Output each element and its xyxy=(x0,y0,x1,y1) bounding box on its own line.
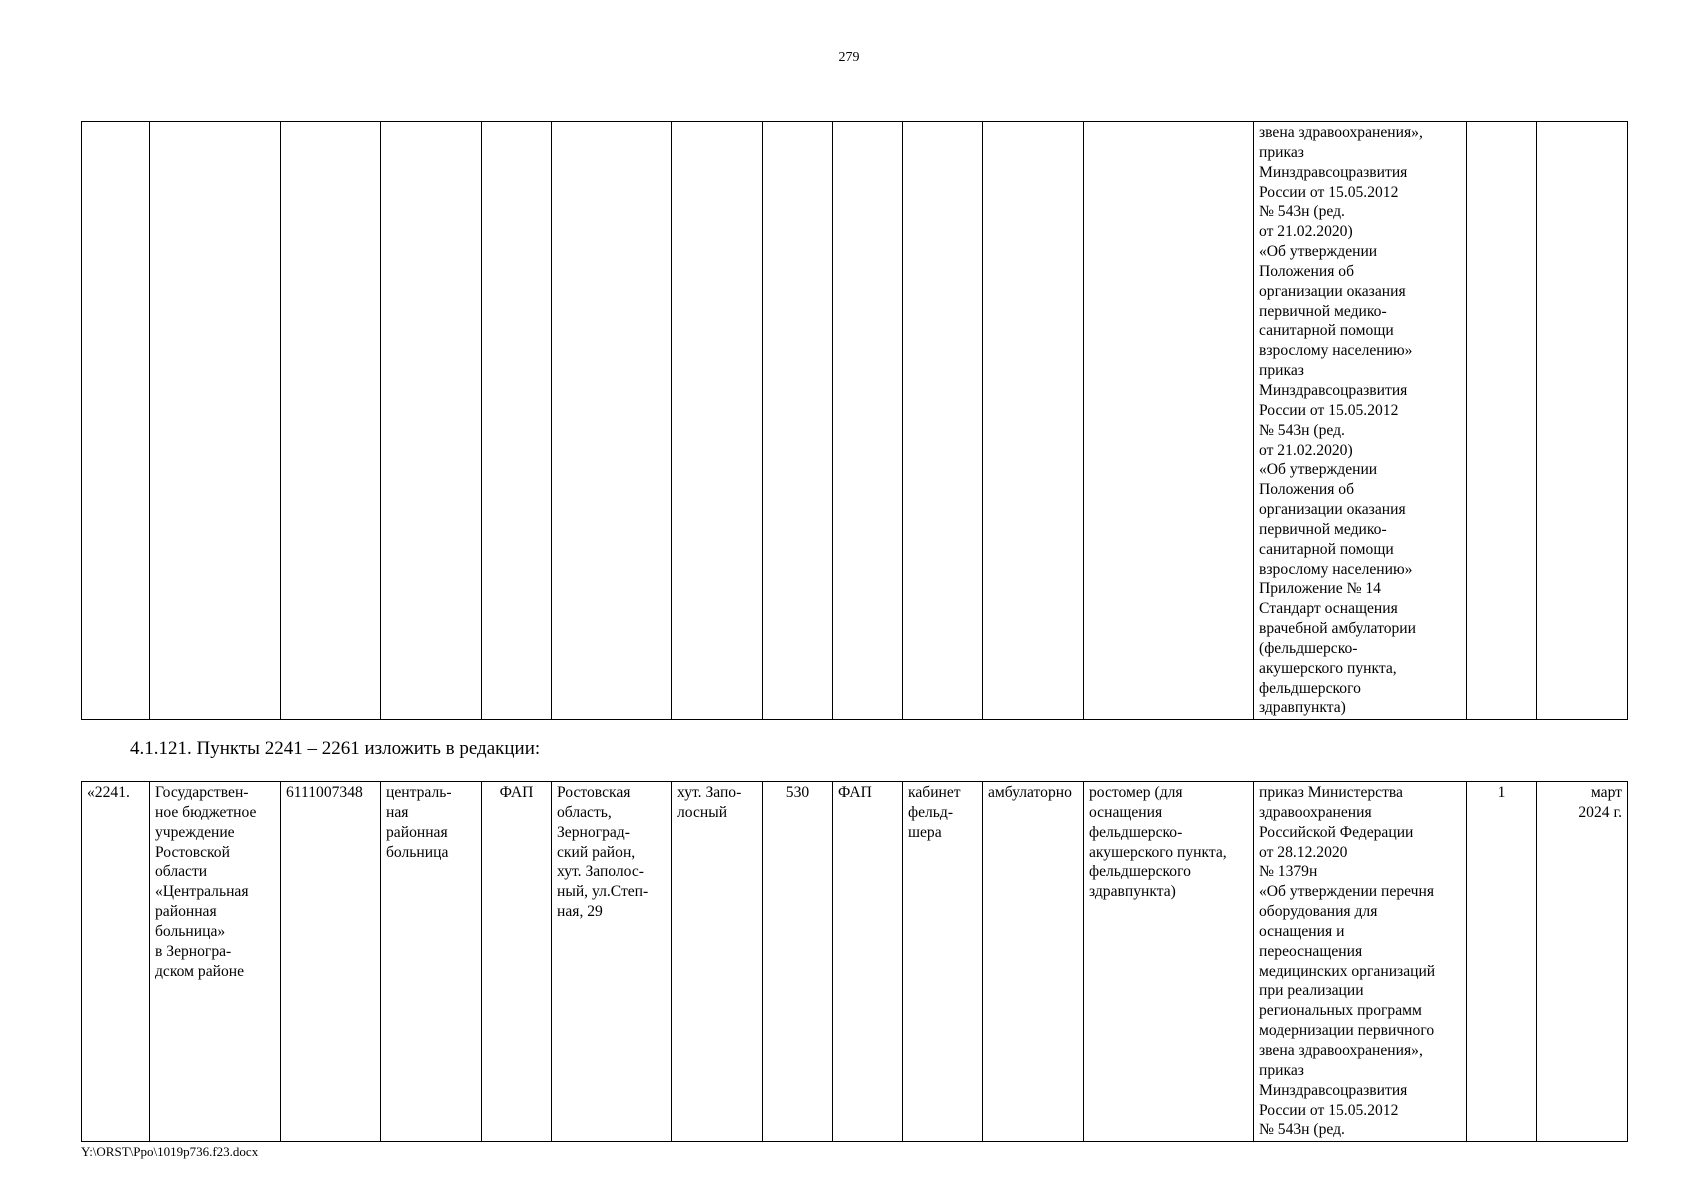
table-cell xyxy=(1084,122,1254,720)
cell-room: кабинет фельд- шера xyxy=(903,782,983,1142)
table-row xyxy=(82,122,1628,720)
table-cell-legal-basis: звена здравоохранения», приказ Минздравсоцразвития России от 15.05.2012 № 543н (ред. от 21.02.2020) «Об утверждении Положения об организации оказания первичной медико- санитарной помощи взрослому населению» приказ Минздравсоцразвития России от 15.05.2012 № 543н (ред. от 21.02.2020) «Об утверждении Положения об организации оказания первичной медико- санитарной помощи взрослому населению» Приложение № 14 Стандарт оснащения врачебной амбулатории (фельдшерско- акушерского пункта, фельдшерского здравпункта) xyxy=(1254,122,1467,720)
table-cell xyxy=(150,122,281,720)
table-row xyxy=(82,782,1628,1142)
table-cell xyxy=(82,122,150,720)
table-item-2241 xyxy=(81,781,1628,1142)
table-cell xyxy=(763,122,833,720)
table-cell xyxy=(482,122,552,720)
table-cell xyxy=(1467,122,1537,720)
cell-equipment: ростомер (для оснащения фельдшерско- акушерского пункта, фельдшерского здравпункта) xyxy=(1084,782,1254,1142)
cell-item-number: «2241. xyxy=(82,782,150,1142)
cell-quantity: 1 xyxy=(1467,782,1537,1142)
table-cell xyxy=(903,122,983,720)
table-cell xyxy=(983,122,1084,720)
page-number: 279 xyxy=(838,50,860,65)
cell-organization: Государствен- ное бюджетное учреждение Ростовской области «Центральная районная больница» в Зерногра- дском районе xyxy=(150,782,281,1142)
section-heading: 4.1.121. Пункты 2241 – 2261 изложить в редакции: xyxy=(130,738,541,759)
footer-file-path: Y:\ORST\Ppo\1019p736.f23.docx xyxy=(81,1144,259,1159)
cell-inn: 6111007348 xyxy=(281,782,381,1142)
cell-care-mode: амбулаторно xyxy=(983,782,1084,1142)
table-cell xyxy=(833,122,903,720)
cell-legal-basis: приказ Министерства здравоохранения Российской Федерации от 28.12.2020 № 1379н «Об утверждении перечня оборудования для оснащения и переоснащения медицинских организаций при реализации региональных программ модернизации первичного звена здравоохранения», приказ Минздравсоцразвития России от 15.05.2012 № 543н (ред. xyxy=(1254,782,1467,1142)
table-cell xyxy=(281,122,381,720)
cell-population: 530 xyxy=(763,782,833,1142)
table-continuation xyxy=(81,121,1628,720)
cell-settlement: хут. Запо- лосный xyxy=(672,782,763,1142)
cell-org-type: централь- ная районная больница xyxy=(381,782,482,1142)
table-cell xyxy=(552,122,672,720)
cell-facility: ФАП xyxy=(833,782,903,1142)
table-cell xyxy=(672,122,763,720)
table-cell xyxy=(1537,122,1628,720)
cell-date: март 2024 г. xyxy=(1537,782,1628,1142)
cell-unit-type: ФАП xyxy=(482,782,552,1142)
table-cell xyxy=(381,122,482,720)
cell-address: Ростовская область, Зерноград- ский район, хут. Заполос- ный, ул.Степ- ная, 29 xyxy=(552,782,672,1142)
